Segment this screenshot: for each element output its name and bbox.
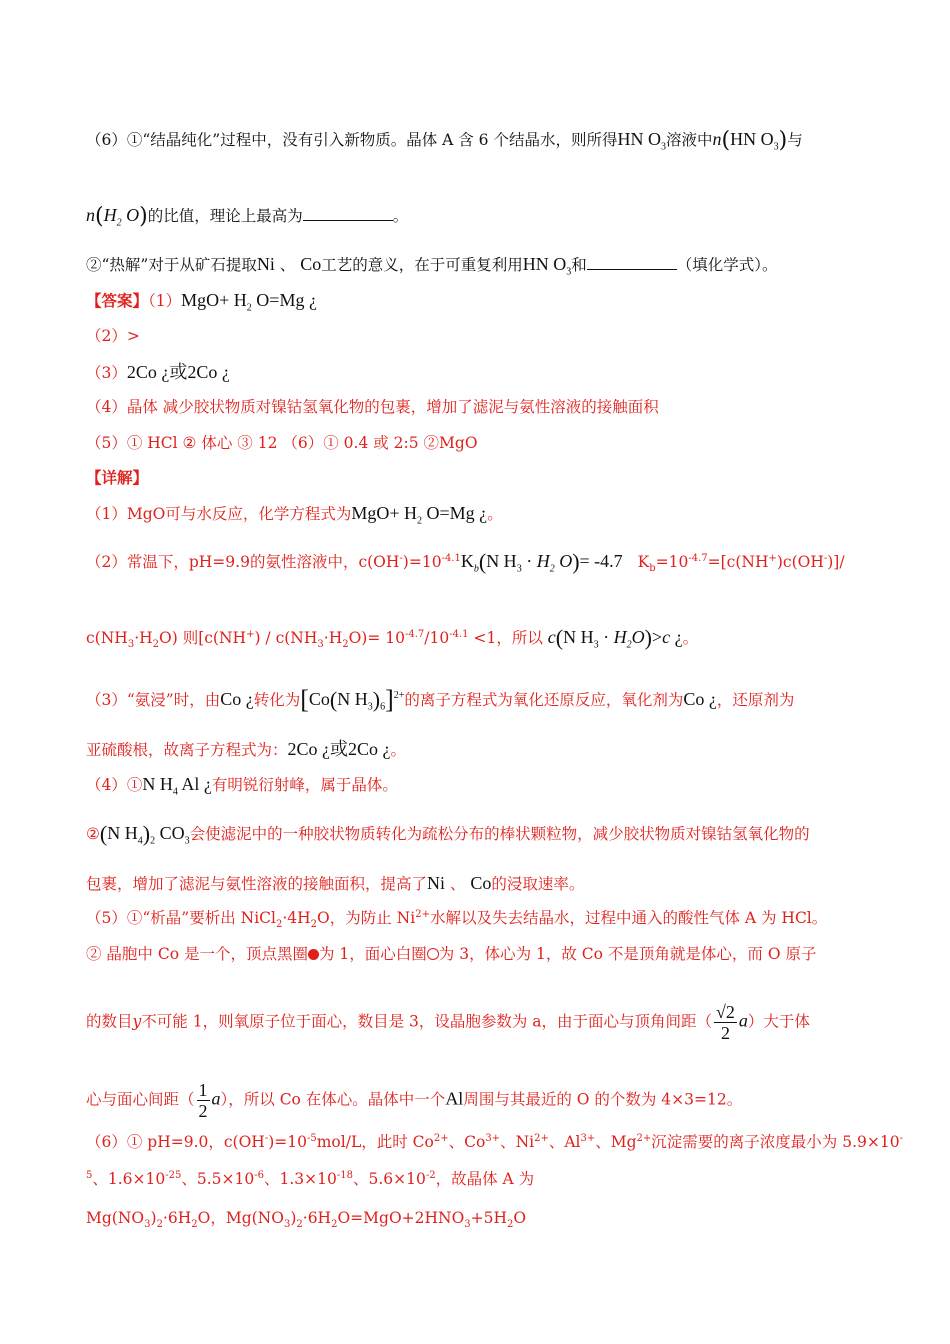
answer-a4: （4）晶体 减少胶状物质对镍钴氢氧化物的包裹，增加了滤泥与氨性溶液的接触面积 xyxy=(86,398,659,416)
hno3-formula: HN $O_3$ xyxy=(617,129,666,153)
answer-label: 【答案】 xyxy=(86,291,149,310)
answer-a3: （3）2Co ¿或2Co ¿ xyxy=(86,362,230,382)
detail-label: 【详解】 xyxy=(86,468,149,487)
detail-d4c: 包裹，增加了滤泥与氨性溶液的接触面积，提高了Ni 、 Co的浸取速率。 xyxy=(86,873,585,893)
detail-d6b: $^5$、$1.6\times 10^{-25}$、$5.5\times 10^{-6}$、$1.3\times 10^{-18}$、$5.6\times 10^{-2}$，故晶体 A 为 xyxy=(86,1169,535,1188)
detail-d2b: $c(NH_3\cdot H_2O)$ 则[$c(NH^+) / c(NH_3\cdot H_2O)= 10^{-4.7}/10^{-4.1} <1$，所以 c(N $H_3 \cdot H_2O)>c$ ¿。 xyxy=(86,625,699,651)
detail-d5: （5）①“析晶”要析出 $NiCl_2\cdot 4H_2O$，为防止 $Ni^{2+}$水解以及失去结晶水，过程中通入的酸性气体 A 为 HCl。 xyxy=(86,908,828,931)
detail-d5d: 心与面心间距（ $\frac{1}{2}$ a），所以 Co 在体心。晶体中一个Al周围与其最近的 O 的个数为 4×3=12。 xyxy=(86,1080,743,1121)
detail-d6: （6）① pH=9.0，$c(OH^-)=10^{-5}mol/L$，此时 $Co^{2+}$、$Co^{3+}$、$Ni^{2+}$、$Al^{3+}$、$Mg^{2+}$沉淀需要的离子浓度最小为 5.9×10- xyxy=(86,1132,903,1151)
detail-d3b: 亚硫酸根，故离子方程式为：2Co ¿或2Co ¿。 xyxy=(86,739,407,759)
answer-a1: 【答案】$(1)MgO+ H_2$ O=Mg ¿ xyxy=(86,290,317,314)
q6-line3: ②“热解”对于从矿石提取Ni 、 Co工艺的意义，在于可重复利用HN $O_3$和 （填化学式）。 xyxy=(86,254,778,278)
white-circle-icon xyxy=(427,948,439,960)
detail-d5c: 的数目y不可能 1，则氧原子位于面心，数目是 3，设晶胞参数为 a，由于面心与顶角间距（ $\frac{√2}{2}$ a）大于体 xyxy=(86,1002,810,1043)
answer-a2: （2）> xyxy=(86,327,140,345)
q6-line1: （6）①“结晶纯化”过程中，没有引入新物质。晶体 A 含 6 个结晶水，则所得HN $O_3$溶液中n(HN $O_3$)与 xyxy=(86,128,803,153)
fraction-one-half: $\frac{1}{2}$ xyxy=(198,1080,208,1121)
detail-d3: （3）“氨浸”时，由Co ¿转化为[Co(N $H_3)_6]^{2+}$的离子方程式为氧化还原反应，氧化剂为Co ¿，还原剂为 xyxy=(86,685,795,714)
detail-d4: （4）①N $H_4$ Al ¿有明锐衍射峰，属于晶体。 xyxy=(86,774,398,798)
detail-d5b: ② 晶胞中 Co 是一个，顶点黑圈 为 1，面心白圈 为 3，体心为 1，故 Co 不是顶角就是体心，而 O 原子 xyxy=(86,945,817,963)
detail-d1: （1）MgO可与水反应，化学方程式为$MgO+ H_2$ O=Mg ¿。 xyxy=(86,503,503,527)
answer-a5: （5）① HCl ② 体心 ③ 12 （6）① 0.4 或 2:5 ②MgO xyxy=(86,434,478,452)
detail-d6c: $Mg(NO_3)_2\cdot 6H_2O$，$Mg(NO_3)_2\cdot 6H_2O=MgO+2HNO_3+5H_2O$ xyxy=(86,1209,527,1231)
answer-blank-1 xyxy=(303,206,393,221)
black-circle-icon xyxy=(308,949,319,960)
detail-d2: （2）常温下，pH=9.9的氨性溶液中，$c(OH^-)=10^{-4.1}K_b(N$ $H_3 \cdot H_2$ O)= -4.7 $K_b=10^{-4.7}=[c(NH^+)c(OH^-)]/$ xyxy=(86,549,845,575)
fraction-sqrt2-over-2: $\frac{√2}{2}$ xyxy=(716,1002,735,1043)
q6-line2: $n(H_2$ O)的比值，理论上最高为 。 xyxy=(86,204,409,229)
answer-blank-2 xyxy=(587,255,677,270)
detail-d4b: ②(N $H_4)_2$ $CO_3$会使滤泥中的一种胶状物质转化为疏松分布的棒状颗粒物，减少胶状物质对镍钴氢氧化物的 xyxy=(86,821,810,847)
